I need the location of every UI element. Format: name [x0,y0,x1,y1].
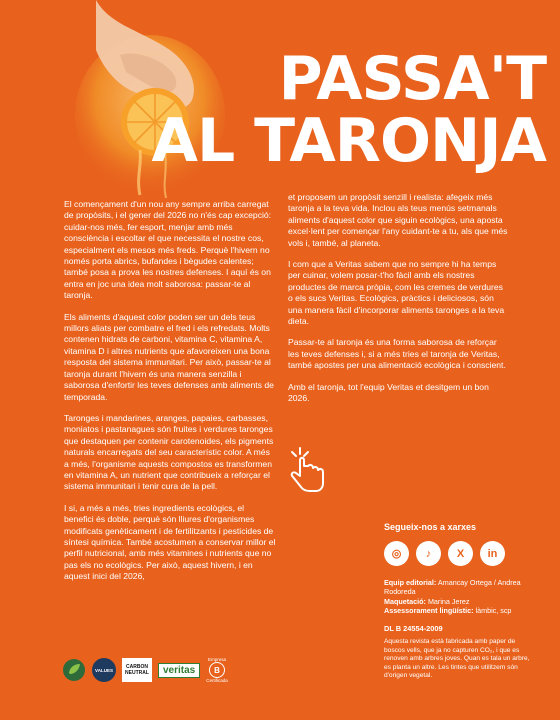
veritas-logo: veritas [158,663,200,678]
paragraph: I si, a més a més, tries ingredients ecològics, el benefici és doble, perquè són lliures d'organismes modificats genèticament i de fertilitzants i pesticides de síntesi química. També acostumen a conservar millor el perfil nutricional, amb més vitamines i nutrients que no pas els no ecològics. Per això, aquest hivern, i en aquest inici del 2026, [64,502,276,582]
paragraph: et proposem un propòsit senzill i realista: afegeix més taronja a la teva vida. Inclou als teus menús setmanals aliments d'aquest color que siguin ecològics, una aposta excel·lent per començar l'any cuidant-te a tu, als que més vols i, també, al planeta. [288,192,508,248]
pointing-hand-icon [286,446,326,492]
paragraph: Amb el taronja, tot l'equip Veritas et desitgem un bon 2026. [288,381,489,404]
article-column-1 [64,199,276,593]
paragraph: Taronges i mandarines, aranges, papaies, carbasses, moniatos i pastanagues són fruites i verdures taronges que destaquen per contenir carotenoides, els pigments naturals encarregats del seu característic color. A més a més, l'organisme aquests compostos es transformen en vitamina A, un nutrient que contribueix a reforçar el sistema immunitari i tenir cura de la pell. [64,412,274,492]
paragraph: Passar-te al taronja és una forma saborosa de reforçar les teves defenses i, si a més tries el taronja de Veritas, també apostes per una alimentació ecològica i conscient. [288,337,506,371]
page-title [151,44,546,176]
credit-value: Amancay Ortega / Andrea Rodoreda [384,578,521,597]
certification-logos [62,652,228,688]
title-line-2: AL TARONJA [151,106,546,176]
credits [384,578,534,616]
values-logo: VALUES [92,658,116,682]
legal-deposit: DL B 24554-2009 [384,624,443,633]
b-corp-bottom: Certificada [206,678,228,683]
credit-label: Equip editorial: [384,578,437,587]
social-title: Segueix-nos a xarxes [384,522,477,532]
credit-label: Maquetació: [384,596,426,606]
linkedin-icon[interactable]: in [480,541,505,566]
title-line-1: PASSA'T [278,44,546,114]
instagram-icon[interactable]: ◎ [384,541,409,566]
article-column-2 [288,192,508,415]
paragraph: I com que a Veritas sabem que no sempre hi ha temps per cuinar, volem posar-t'ho fàcil amb els nostres productes de marca pròpia, com les cremes de verdures o els sucs Veritas. Ecològics, pràctics i deliciosos, són una manera fàcil d'incorporar aliments taronges a la teva dieta. [288,259,505,327]
credit-value: làmbic, scp [475,606,512,616]
b-corp-logo [206,657,228,683]
b-corp-mark: B [209,662,225,678]
eco-leaf-icon [62,658,86,682]
paragraph: El començament d'un nou any sempre arriba carregat de propòsits, i el gener del 2026 no n'és cap excepció: cuidar-nos més, fer esport, menjar amb més consciència i escoltar el que necessita el nostre cos, especialment els mesos més freds. Perquè l'hivern no només porta abrics, bufandes i bègudes calentes; també posa a prova les nostres defenses. I aquí és on entra en joc una idea molt saborosa: passar-te al taronja. [64,199,272,301]
credit-value: Marina Jerez [427,596,470,606]
paragraph: Els aliments d'aquest color poden ser un dels teus millors aliats per combatre el fred i els refredats. Molts contenen hidrats de carboni, vitamina C, vitamina A, vitamina D i altres nutrients que afavoreixen una bona resposta del sistema immunitari. Per això, passar-te al taronja durant l'hivern és una manera senzilla i saborosa d'enfortir les teves defenses amb aliments de temporada. [64,311,274,402]
tiktok-icon[interactable]: ♪ [416,541,441,566]
b-corp-top: Empresa [208,657,227,662]
x-icon[interactable]: X [448,541,473,566]
credit-label: Assessorament lingüístic: [384,606,474,616]
paper-note: Aquesta revista està fabricada amb paper de boscos vells, que ja no capturen CO₂, i que es renoven amb arbres joves. Quan es tala un arbre, es planta un altre. Les tintes que utilitzem són d'origen vegetal. [384,638,530,680]
carbon-neutral-logo: CARBON NEUTRAL [122,658,152,682]
social-links [384,541,505,566]
